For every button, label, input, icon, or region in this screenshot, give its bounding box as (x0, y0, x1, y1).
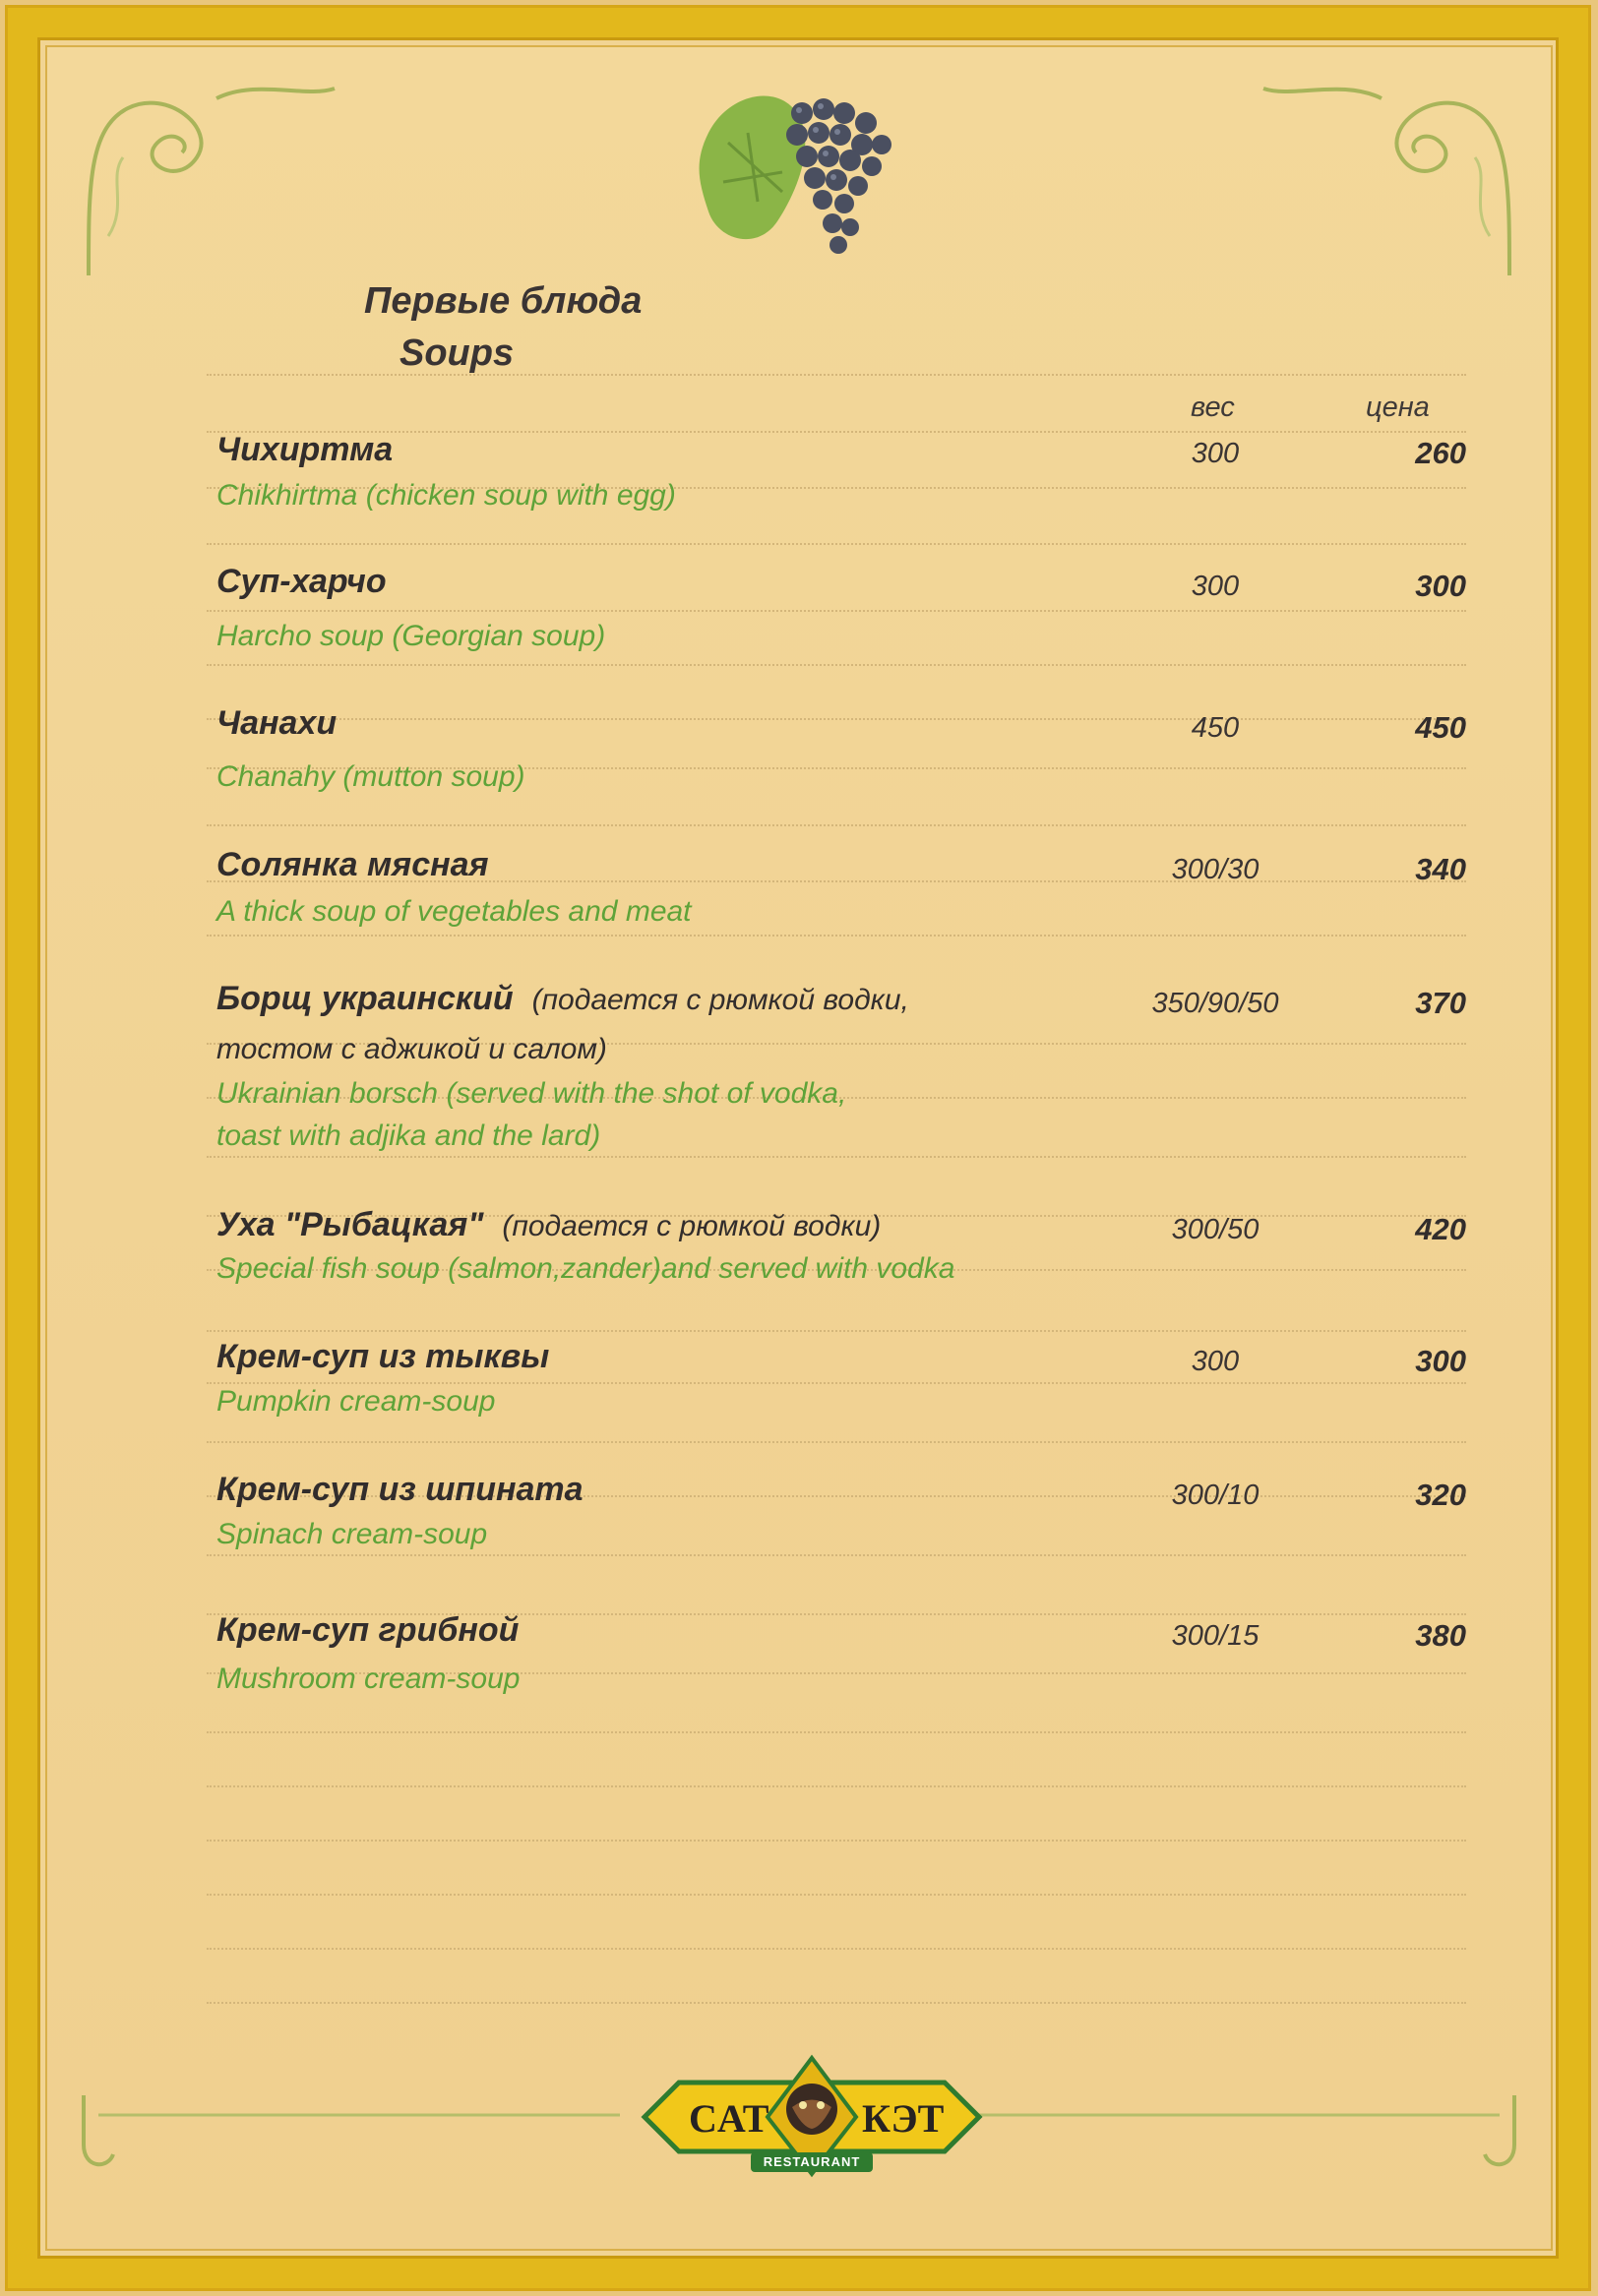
ruling-line (207, 610, 1466, 612)
menu-item-name-en: Harcho soup (Georgian soup) (216, 620, 606, 652)
menu-item-name-en: Special fish soup (salmon,zander)and served with vodka (216, 1252, 955, 1285)
menu-item-note-ru-line2: тостом с аджикой и салом) (216, 1033, 607, 1065)
menu-item-weight: 300/10 (1171, 1480, 1260, 1511)
menu-item-name-en: Chikhirtma (chicken soup with egg) (216, 479, 676, 512)
logo-word-right: КЭТ (862, 2096, 945, 2141)
menu-item-name-ru: Чихиртма (216, 431, 394, 468)
grapes-illustration (689, 74, 905, 290)
menu-item-name-en: Ukrainian borsch (served with the shot of vodka, (216, 1077, 847, 1110)
menu-item-title: Уха "Рыбацкая" (216, 1206, 484, 1243)
ruling-line (207, 664, 1466, 666)
corner-ornament-top-right (1234, 69, 1529, 285)
corner-ornament-top-left (69, 69, 364, 285)
restaurant-logo (620, 2048, 1004, 2186)
ruling-line (207, 1554, 1466, 1556)
ruling-line (207, 2002, 1466, 2004)
ruling-line (207, 1785, 1466, 1787)
menu-item-name-en: Pumpkin cream-soup (216, 1385, 496, 1418)
weight-column-header: вес (1191, 392, 1235, 423)
ruling-line (207, 374, 1466, 376)
ruling-line (207, 1441, 1466, 1443)
logo-word-left: CAT (689, 2096, 769, 2141)
menu-item-weight: 350/90/50 (1151, 988, 1279, 1019)
menu-item-price: 320 (1415, 1478, 1466, 1512)
menu-item-note-ru: (подается с рюмкой водки) (502, 1210, 882, 1242)
menu-item-name-en: Chanahy (mutton soup) (216, 760, 525, 793)
menu-item-price: 340 (1415, 852, 1466, 886)
logo-subtitle: RESTAURANT (763, 2154, 861, 2169)
menu-item-weight: 300 (1191, 571, 1240, 602)
ruling-line (207, 1840, 1466, 1842)
menu-item-title: Борщ украинский (216, 980, 514, 1017)
menu-item-weight: 300/30 (1171, 854, 1260, 885)
menu-item-name-ru: Крем-суп грибной (216, 1611, 520, 1649)
section-title-ru: Первые блюда (364, 280, 643, 322)
section-title-en: Soups (400, 332, 515, 374)
ruling-line (207, 824, 1466, 826)
menu-item-note-ru: (подается с рюмкой водки, (531, 984, 909, 1016)
menu-item-price: 300 (1415, 1344, 1466, 1378)
menu-item-name-ru: Суп-харчо (216, 563, 387, 600)
ruling-line (207, 1382, 1466, 1384)
menu-item-price: 380 (1415, 1618, 1466, 1653)
price-column-header: цена (1366, 392, 1430, 423)
ruling-line (207, 935, 1466, 937)
menu-item-weight: 450 (1191, 712, 1240, 744)
menu-item-weight: 300/50 (1171, 1214, 1260, 1245)
ruling-line (207, 1894, 1466, 1896)
ruling-line (207, 1948, 1466, 1950)
menu-item-name-ru: Крем-суп из шпината (216, 1471, 584, 1508)
menu-item-name-ru (216, 1206, 881, 1244)
ruling-line (207, 543, 1466, 545)
menu-item-weight: 300 (1191, 438, 1240, 469)
menu-item-weight: 300/15 (1171, 1620, 1260, 1652)
menu-item-name-en: Mushroom cream-soup (216, 1662, 521, 1695)
menu-item-name-ru: Крем-суп из тыквы (216, 1338, 550, 1375)
menu-item-price: 450 (1415, 710, 1466, 745)
menu-item-name-en: Spinach cream-soup (216, 1518, 488, 1550)
menu-item-name-ru: Солянка мясная (216, 846, 489, 883)
menu-item-price: 370 (1415, 986, 1466, 1020)
menu-item-price: 300 (1415, 569, 1466, 603)
menu-item-name-en: A thick soup of vegetables and meat (216, 895, 692, 928)
ruling-line (207, 1156, 1466, 1158)
menu-item-name-en-line2: toast with adjika and the lard) (216, 1119, 601, 1152)
ruling-line (207, 1330, 1466, 1332)
menu-item-weight: 300 (1191, 1346, 1240, 1377)
menu-item-name-ru: Чанахи (216, 704, 338, 742)
menu-item-price: 260 (1415, 436, 1466, 470)
menu-item-price: 420 (1415, 1212, 1466, 1246)
ruling-line (207, 1731, 1466, 1733)
menu-item-name-ru (216, 980, 909, 1018)
ruling-line (207, 431, 1466, 433)
